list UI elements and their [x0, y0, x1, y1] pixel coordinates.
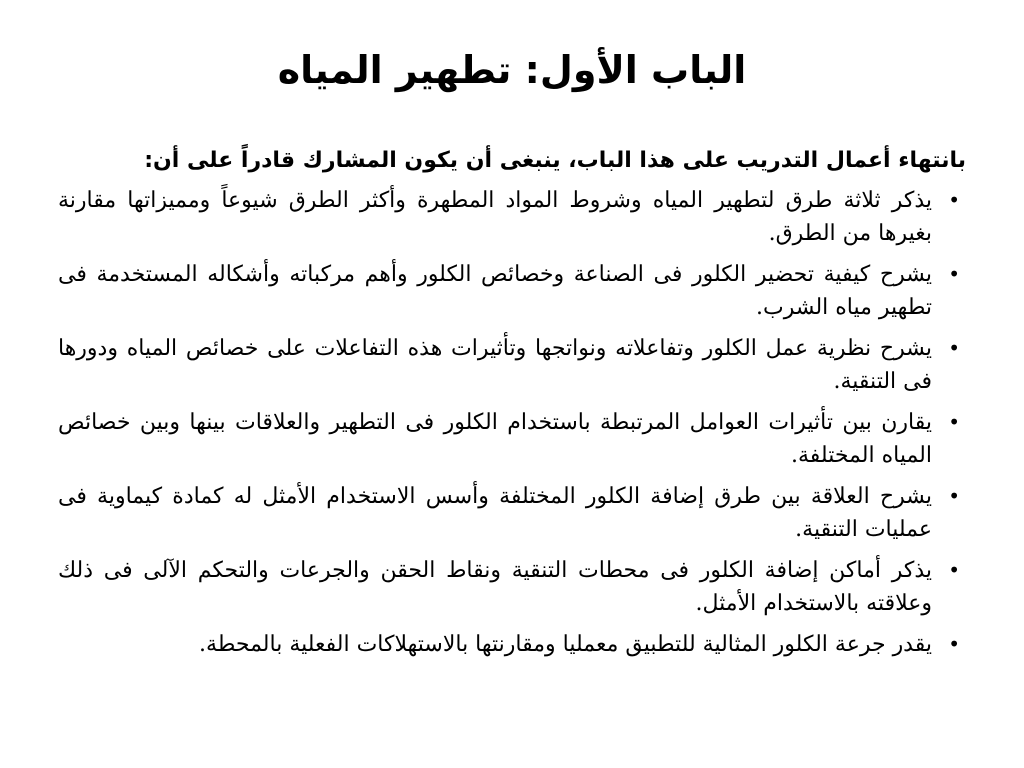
intro-text: بانتهاء أعمال التدريب على هذا الباب، ينبغى أن يكون المشارك قادراً على أن: — [144, 148, 966, 173]
objective-item — [58, 332, 966, 398]
objective-item — [58, 628, 966, 661]
bullet-icon: • — [948, 188, 960, 212]
objective-text: يشرح كيفية تحضير الكلور فى الصناعة وخصائص الكلور وأهم مركباته وأشكاله المستخدمة فى تطهير مياه الشرب. — [58, 262, 932, 320]
objective-item — [58, 406, 966, 472]
objective-text: يقارن بين تأثيرات العوامل المرتبطة باستخدام الكلور فى التطهير والعلاقات بينها وبين خصائص المياه المختلفة. — [58, 410, 932, 468]
objective-item — [58, 258, 966, 324]
bullet-icon: • — [948, 632, 960, 656]
bullet-icon: • — [948, 558, 960, 582]
slide-title: الباب الأول: تطهير المياه — [277, 48, 747, 92]
objective-text: يشرح العلاقة بين طرق إضافة الكلور المختلفة وأسس الاستخدام الأمثل له كمادة كيماوية فى عمليات التنقية. — [58, 484, 932, 542]
objective-text: يذكر ثلاثة طرق لتطهير المياه وشروط المواد المطهرة وأكثر الطرق شيوعاً ومميزاتها مقارنة بغيرها من الطرق. — [58, 188, 932, 246]
objective-item — [58, 480, 966, 546]
objective-text: يقدر جرعة الكلور المثالية للتطبيق معمليا ومقارنتها بالاستهلاكات الفعلية بالمحطة. — [199, 632, 932, 657]
bullet-icon: • — [948, 336, 960, 360]
bullet-icon: • — [948, 410, 960, 434]
slide-content — [58, 142, 966, 669]
bullet-icon: • — [948, 484, 960, 508]
objectives-list — [58, 184, 966, 661]
bullet-icon: • — [948, 262, 960, 286]
objective-text: يذكر أماكن إضافة الكلور فى محطات التنقية ونقاط الحقن والجرعات والتحكم الآلى فى ذلك وعلاقته بالاستخدام الأمثل. — [58, 558, 932, 616]
objective-item — [58, 554, 966, 620]
objective-item — [58, 184, 966, 250]
objective-text: يشرح نظرية عمل الكلور وتفاعلاته ونواتجها وتأثيرات هذه التفاعلات على خصائص المياه ودورها فى التنقية. — [58, 336, 932, 394]
